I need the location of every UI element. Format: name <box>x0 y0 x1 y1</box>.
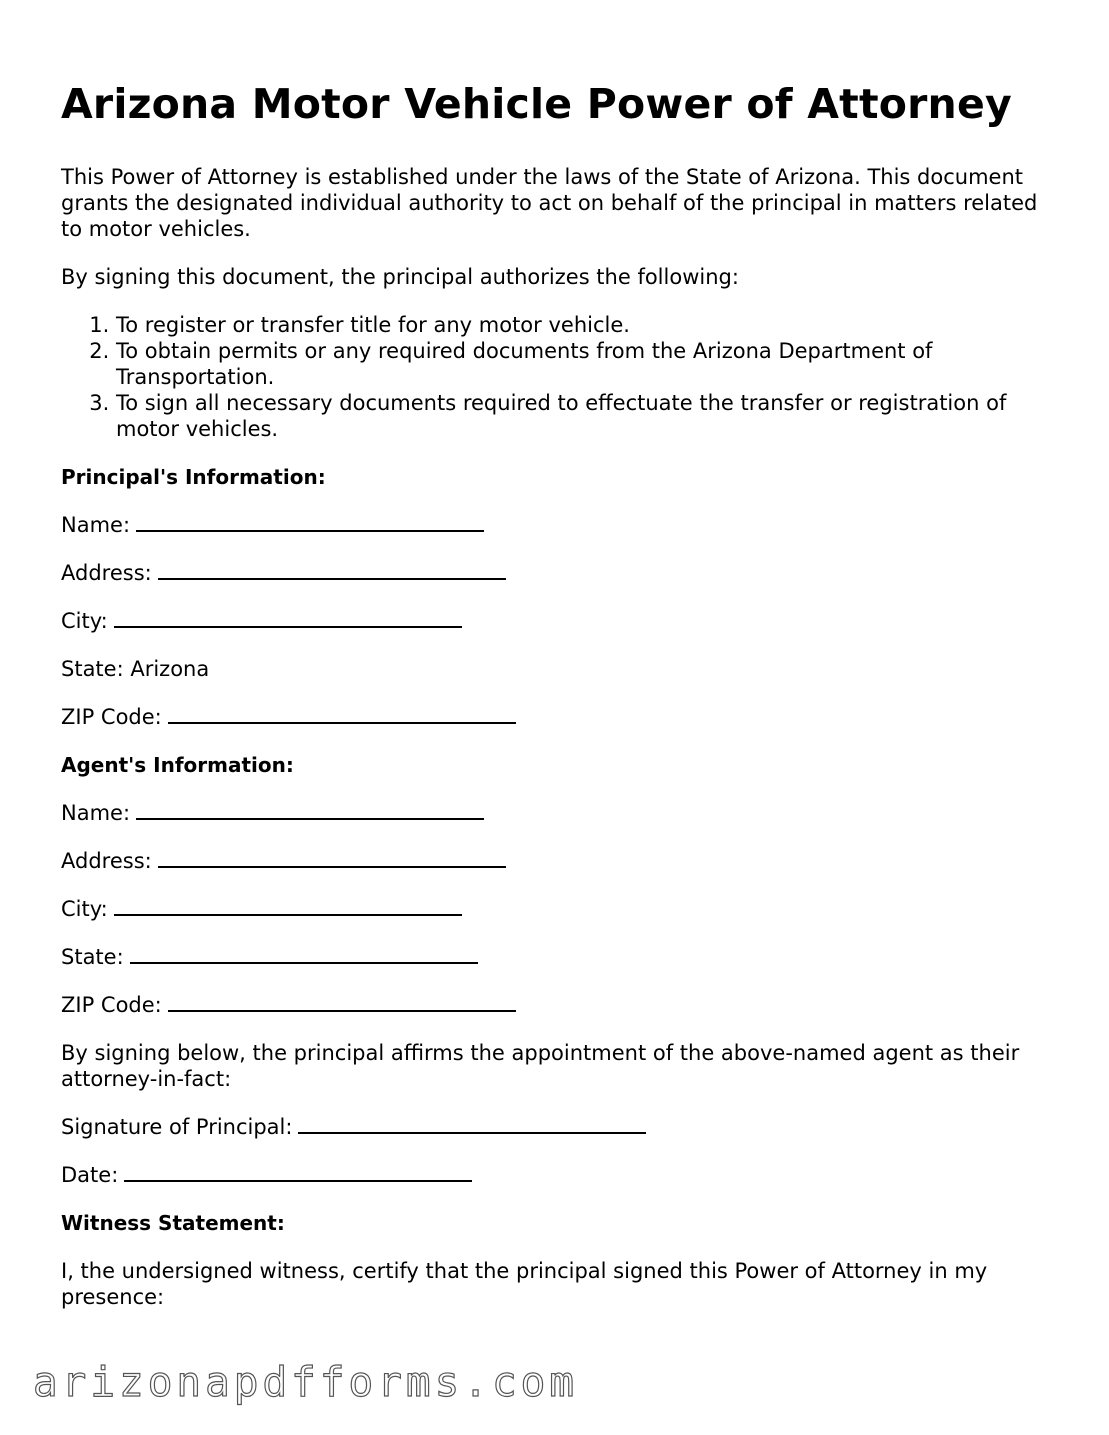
authorization-item: 2. To obtain permits or any required documents from the Arizona Department of Transportation. <box>116 338 1061 390</box>
authorization-item: 1. To register or transfer title for any motor vehicle. <box>116 312 1061 338</box>
principal-address-field <box>61 560 1061 586</box>
affirmation-paragraph: By signing below, the principal affirms the appointment of the above-named agent as their attorney-in-fact: <box>61 1041 1020 1091</box>
principal-state-field <box>61 656 1061 682</box>
principal-address-label: Address: <box>61 561 152 585</box>
principal-zip-blank[interactable] <box>168 704 516 724</box>
agent-zip-blank[interactable] <box>168 992 516 1012</box>
principal-heading: Principal's Information: <box>61 465 326 489</box>
principal-name-label: Name: <box>61 513 131 537</box>
authorization-lead: By signing this document, the principal authorizes the following: <box>61 265 739 289</box>
date-blank[interactable] <box>124 1162 472 1182</box>
signature-label: Signature of Principal: <box>61 1115 293 1139</box>
agent-address-label: Address: <box>61 849 152 873</box>
principal-name-blank[interactable] <box>136 512 484 532</box>
principal-state-label: State: Arizona <box>61 657 210 681</box>
agent-city-field <box>61 896 1061 922</box>
agent-zip-field <box>61 992 1061 1018</box>
watermark: arizonapdfforms.com <box>33 1358 578 1406</box>
agent-heading: Agent's Information: <box>61 753 294 777</box>
principal-zip-label: ZIP Code: <box>61 705 162 729</box>
authorization-list <box>61 312 1061 442</box>
agent-name-blank[interactable] <box>136 800 484 820</box>
document-page <box>61 78 1061 1332</box>
document-title: Arizona Motor Vehicle Power of Attorney <box>61 80 1012 128</box>
agent-address-field <box>61 848 1061 874</box>
agent-city-blank[interactable] <box>114 896 462 916</box>
witness-statement: I, the undersigned witness, certify that the principal signed this Power of Attorney in my presence: <box>61 1259 988 1309</box>
authorization-item: 3. To sign all necessary documents required to effectuate the transfer or registration of motor vehicles. <box>116 390 1061 442</box>
agent-zip-label: ZIP Code: <box>61 993 162 1017</box>
intro-paragraph: This Power of Attorney is established under the laws of the State of Arizona. This document grants the designated individual authority to act on behalf of the principal in matters related to motor vehicles. <box>61 165 1038 241</box>
principal-city-blank[interactable] <box>114 608 462 628</box>
agent-address-blank[interactable] <box>158 848 506 868</box>
agent-state-field <box>61 944 1061 970</box>
principal-city-field <box>61 608 1061 634</box>
date-label: Date: <box>61 1163 119 1187</box>
agent-name-field <box>61 800 1061 826</box>
agent-state-blank[interactable] <box>130 944 478 964</box>
date-field <box>61 1162 1061 1188</box>
agent-state-label: State: <box>61 945 124 969</box>
witness-heading: Witness Statement: <box>61 1211 285 1235</box>
agent-name-label: Name: <box>61 801 131 825</box>
principal-address-blank[interactable] <box>158 560 506 580</box>
principal-zip-field <box>61 704 1061 730</box>
principal-city-label: City: <box>61 609 108 633</box>
principal-name-field <box>61 512 1061 538</box>
signature-blank[interactable] <box>298 1114 646 1134</box>
signature-field <box>61 1114 1061 1140</box>
agent-city-label: City: <box>61 897 108 921</box>
